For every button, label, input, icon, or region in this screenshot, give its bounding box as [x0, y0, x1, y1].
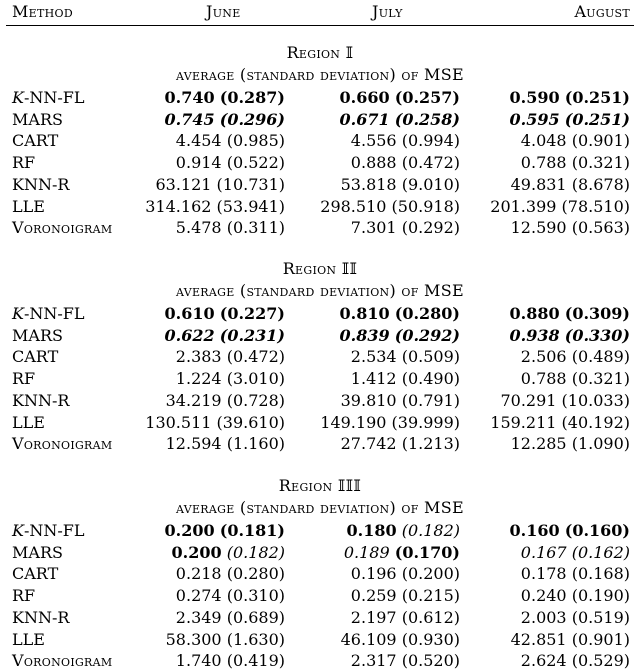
cell-august [521, 368, 630, 389]
cell-sd: (0.182) [226, 542, 285, 562]
cell-mean: 314.162 [145, 196, 212, 216]
header-row [0, 1, 640, 22]
header-july: July [372, 2, 403, 21]
method-label: MARS [12, 325, 63, 345]
cell-sd: (0.901) [571, 131, 630, 151]
cell-mean: 2.349 [175, 607, 222, 627]
header-rule [6, 25, 634, 26]
cell-august [511, 174, 630, 195]
cell-sd: (0.472) [226, 347, 285, 367]
method-label: K-NN-FL [12, 88, 85, 107]
cell-mean: 0.745 [164, 109, 215, 129]
cell-mean: 0.259 [350, 586, 397, 606]
cell-june [166, 390, 285, 411]
table-row [0, 368, 640, 389]
cell-august [521, 130, 630, 151]
header-june: June [206, 2, 241, 21]
cell-june [165, 520, 285, 541]
cell-mean: 0.240 [520, 586, 567, 606]
cell-sd: (1.090) [571, 434, 630, 454]
cell-july [340, 109, 460, 130]
cell-june [176, 585, 285, 606]
region-subtitle: average (standard deviation) of MSE [176, 498, 464, 517]
cell-august [521, 585, 630, 606]
cell-august [510, 87, 630, 108]
cell-mean: 0.788 [520, 369, 567, 389]
cell-sd: (0.181) [219, 521, 285, 540]
cell-july [351, 217, 460, 238]
cell-mean: 0.610 [164, 304, 215, 323]
table-row [0, 542, 640, 563]
method-label: KNN-R [12, 390, 70, 410]
cell-august [510, 520, 630, 541]
cell-mean: 53.818 [340, 174, 397, 194]
cell-june [172, 542, 286, 563]
cell-mean: 0.810 [339, 304, 390, 323]
table-row [0, 520, 640, 541]
cell-mean: 0.888 [350, 153, 397, 173]
cell-sd: (0.310) [226, 586, 285, 606]
cell-mean: 7.301 [350, 218, 397, 238]
cell-sd: (0.170) [394, 542, 460, 562]
cell-sd: (0.791) [401, 390, 460, 410]
cell-mean: 0.274 [175, 586, 222, 606]
cell-august [490, 196, 630, 217]
table-row [0, 629, 640, 650]
cell-mean: 0.660 [339, 88, 390, 107]
cell-sd: (8.678) [571, 174, 630, 194]
cell-sd: (1.630) [226, 629, 285, 649]
cell-sd: (53.941) [216, 196, 285, 216]
method-label: LLE [12, 412, 45, 432]
cell-mean: 12.590 [510, 218, 567, 238]
cell-sd: (0.168) [571, 564, 630, 584]
method-label: LLE [12, 196, 45, 216]
header-august: August [574, 2, 630, 21]
cell-mean: 298.510 [320, 196, 387, 216]
cell-mean: 39.810 [340, 390, 397, 410]
table-row [0, 412, 640, 433]
cell-sd: (0.728) [226, 390, 285, 410]
cell-mean: 0.938 [509, 325, 560, 345]
cell-sd: (0.529) [571, 651, 630, 671]
cell-july [341, 174, 460, 195]
cell-sd: (0.280) [394, 304, 460, 323]
cell-sd: (0.490) [401, 369, 460, 389]
cell-mean: 0.622 [164, 325, 215, 345]
method-label: CART [12, 131, 59, 151]
cell-sd: (0.190) [571, 586, 630, 606]
cell-mean: 0.839 [339, 325, 390, 345]
cell-mean: 70.291 [500, 390, 557, 410]
cell-sd: (10.033) [561, 390, 630, 410]
cell-sd: (39.610) [216, 412, 285, 432]
method-label: Voronoigram [12, 651, 113, 671]
method-label: MARS [12, 542, 63, 562]
cell-mean: 0.914 [175, 153, 222, 173]
cell-sd: (0.287) [219, 88, 285, 107]
cell-june [176, 368, 285, 389]
cell-sd: (0.522) [226, 153, 285, 173]
cell-august [521, 152, 630, 173]
cell-sd: (0.689) [226, 607, 285, 627]
cell-august [511, 217, 630, 238]
cell-sd: (9.010) [401, 174, 460, 194]
cell-mean: 4.048 [520, 131, 567, 151]
table-row [0, 196, 640, 217]
region-subtitle: average (standard deviation) of MSE [176, 65, 464, 84]
cell-june [176, 563, 285, 584]
cell-sd: (10.731) [216, 174, 285, 194]
table-row [0, 174, 640, 195]
cell-mean: 2.317 [350, 651, 397, 671]
cell-august [510, 303, 630, 324]
cell-june [165, 303, 285, 324]
cell-august [521, 607, 630, 628]
cell-mean: 0.167 [520, 542, 567, 562]
method-label: CART [12, 347, 59, 367]
cell-mean: 0.590 [509, 88, 560, 107]
cell-mean: 58.300 [165, 629, 222, 649]
cell-mean: 0.196 [350, 564, 397, 584]
cell-mean: 42.851 [510, 629, 567, 649]
cell-sd: (0.563) [571, 218, 630, 238]
cell-mean: 130.511 [145, 412, 212, 432]
cell-sd: (0.321) [571, 153, 630, 173]
cell-mean: 0.200 [171, 542, 222, 562]
cell-sd: (39.999) [391, 412, 460, 432]
cell-sd: (0.311) [226, 218, 285, 238]
cell-sd: (0.309) [564, 304, 630, 323]
cell-mean: 1.412 [350, 369, 397, 389]
cell-sd: (0.182) [401, 521, 460, 540]
cell-july [341, 629, 460, 650]
table-row [0, 650, 640, 671]
cell-sd: (78.510) [561, 196, 630, 216]
cell-july [351, 650, 460, 671]
cell-sd: (0.160) [564, 521, 630, 540]
cell-july [351, 368, 460, 389]
cell-june [166, 629, 285, 650]
cell-sd: (0.472) [401, 153, 460, 173]
method-label: RF [12, 369, 36, 389]
cell-mean: 4.454 [175, 131, 222, 151]
cell-sd: (0.200) [401, 564, 460, 584]
cell-july [347, 520, 461, 541]
cell-july [351, 346, 460, 367]
cell-june [176, 607, 285, 628]
table-row [0, 563, 640, 584]
cell-mean: 0.180 [346, 521, 397, 540]
method-label: K-NN-FL [12, 521, 85, 540]
cell-july [320, 196, 460, 217]
cell-august [521, 650, 630, 671]
cell-mean: 0.200 [164, 521, 215, 540]
cell-sd: (0.296) [219, 109, 285, 129]
cell-august [511, 433, 630, 454]
cell-sd: (0.292) [394, 325, 460, 345]
cell-sd: (0.280) [226, 564, 285, 584]
method-label: LLE [12, 629, 45, 649]
cell-mean: 201.399 [490, 196, 557, 216]
method-label: RF [12, 586, 36, 606]
cell-mean: 0.595 [509, 109, 560, 129]
cell-mean: 0.880 [509, 304, 560, 323]
cell-sd: (0.519) [571, 607, 630, 627]
cell-mean: 159.211 [490, 412, 557, 432]
cell-sd: (0.258) [394, 109, 460, 129]
cell-sd: (0.901) [571, 629, 630, 649]
cell-sd: (0.419) [226, 651, 285, 671]
cell-sd: (50.918) [391, 196, 460, 216]
table-row [0, 390, 640, 411]
cell-sd: (0.489) [571, 347, 630, 367]
cell-mean: 0.671 [339, 109, 390, 129]
cell-july [344, 542, 460, 563]
cell-july [351, 585, 460, 606]
cell-sd: (0.162) [571, 542, 630, 562]
cell-june [145, 196, 285, 217]
cell-sd: (0.520) [401, 651, 460, 671]
cell-july [340, 303, 460, 324]
cell-july [340, 325, 460, 346]
cell-mean: 27.742 [340, 434, 397, 454]
method-k-italic: K [12, 88, 24, 107]
cell-mean: 4.556 [350, 131, 397, 151]
cell-mean: 0.178 [520, 564, 567, 584]
table-row [0, 346, 640, 367]
cell-mean: 49.831 [510, 174, 567, 194]
cell-june [165, 87, 285, 108]
table-row [0, 152, 640, 173]
method-k-italic: K [12, 304, 24, 323]
cell-july [320, 412, 460, 433]
cell-july [351, 607, 460, 628]
cell-june [176, 346, 285, 367]
cell-august [511, 629, 630, 650]
cell-june [145, 412, 285, 433]
cell-june [176, 130, 285, 151]
cell-june [166, 433, 285, 454]
table-row [0, 303, 640, 324]
method-label: MARS [12, 109, 63, 129]
cell-sd: (0.612) [401, 607, 460, 627]
cell-sd: (0.215) [401, 586, 460, 606]
method-label: CART [12, 564, 59, 584]
cell-mean: 46.109 [340, 629, 397, 649]
table-row [0, 109, 640, 130]
cell-august [521, 563, 630, 584]
region-title: Region 𝕀𝕀𝕀 [278, 476, 362, 495]
cell-sd: (1.160) [226, 434, 285, 454]
cell-mean: 1.224 [175, 369, 222, 389]
cell-mean: 1.740 [175, 651, 222, 671]
cell-august [510, 325, 630, 346]
cell-june [165, 325, 285, 346]
cell-july [340, 87, 460, 108]
cell-sd: (0.251) [564, 109, 630, 129]
cell-august [510, 109, 630, 130]
table-row [0, 585, 640, 606]
cell-mean: 0.160 [509, 521, 560, 540]
cell-sd: (0.321) [571, 369, 630, 389]
cell-august [521, 542, 630, 563]
cell-mean: 12.285 [510, 434, 567, 454]
cell-mean: 2.003 [520, 607, 567, 627]
cell-sd: (0.257) [394, 88, 460, 107]
method-k-italic: K [12, 521, 24, 540]
cell-mean: 34.219 [165, 390, 222, 410]
cell-sd: (0.930) [401, 629, 460, 649]
table-row [0, 433, 640, 454]
cell-june [176, 650, 285, 671]
cell-mean: 2.383 [175, 347, 222, 367]
cell-sd: (0.292) [401, 218, 460, 238]
method-label: KNN-R [12, 607, 70, 627]
cell-sd: (0.251) [564, 88, 630, 107]
region-title: Region 𝕀𝕀 [282, 259, 358, 278]
region-subtitle: average (standard deviation) of MSE [176, 281, 464, 300]
cell-july [341, 433, 460, 454]
cell-july [341, 390, 460, 411]
method-label: Voronoigram [12, 218, 113, 238]
method-label: KNN-R [12, 174, 70, 194]
cell-july [351, 130, 460, 151]
cell-june [155, 174, 285, 195]
cell-mean: 0.788 [520, 153, 567, 173]
cell-july [351, 152, 460, 173]
cell-sd: (0.227) [219, 304, 285, 323]
cell-mean: 0.740 [164, 88, 215, 107]
method-label: K-NN-FL [12, 304, 85, 323]
cell-mean: 2.506 [520, 347, 567, 367]
cell-mean: 2.624 [520, 651, 567, 671]
cell-mean: 2.197 [350, 607, 397, 627]
cell-mean: 0.218 [175, 564, 222, 584]
table-row [0, 87, 640, 108]
method-label: Voronoigram [12, 434, 113, 454]
table-row [0, 607, 640, 628]
cell-mean: 63.121 [155, 174, 212, 194]
method-label: RF [12, 153, 36, 173]
cell-sd: (0.509) [401, 347, 460, 367]
cell-june [165, 109, 285, 130]
cell-sd: (0.985) [226, 131, 285, 151]
cell-august [500, 390, 630, 411]
header-method: Method [12, 2, 73, 21]
table-row [0, 217, 640, 238]
cell-mean: 12.594 [165, 434, 222, 454]
table-row [0, 325, 640, 346]
table-row [0, 130, 640, 151]
cell-august [521, 346, 630, 367]
cell-sd: (0.994) [401, 131, 460, 151]
cell-sd: (0.231) [219, 325, 285, 345]
cell-mean: 0.189 [343, 542, 390, 562]
cell-mean: 5.478 [175, 218, 222, 238]
cell-mean: 2.534 [350, 347, 397, 367]
cell-sd: (40.192) [561, 412, 630, 432]
cell-sd: (0.330) [564, 325, 630, 345]
cell-june [176, 152, 285, 173]
cell-august [490, 412, 630, 433]
cell-june [176, 217, 285, 238]
region-title: Region 𝕀 [286, 43, 354, 62]
cell-sd: (3.010) [226, 369, 285, 389]
cell-sd: (1.213) [401, 434, 460, 454]
cell-july [351, 563, 460, 584]
cell-mean: 149.190 [320, 412, 387, 432]
